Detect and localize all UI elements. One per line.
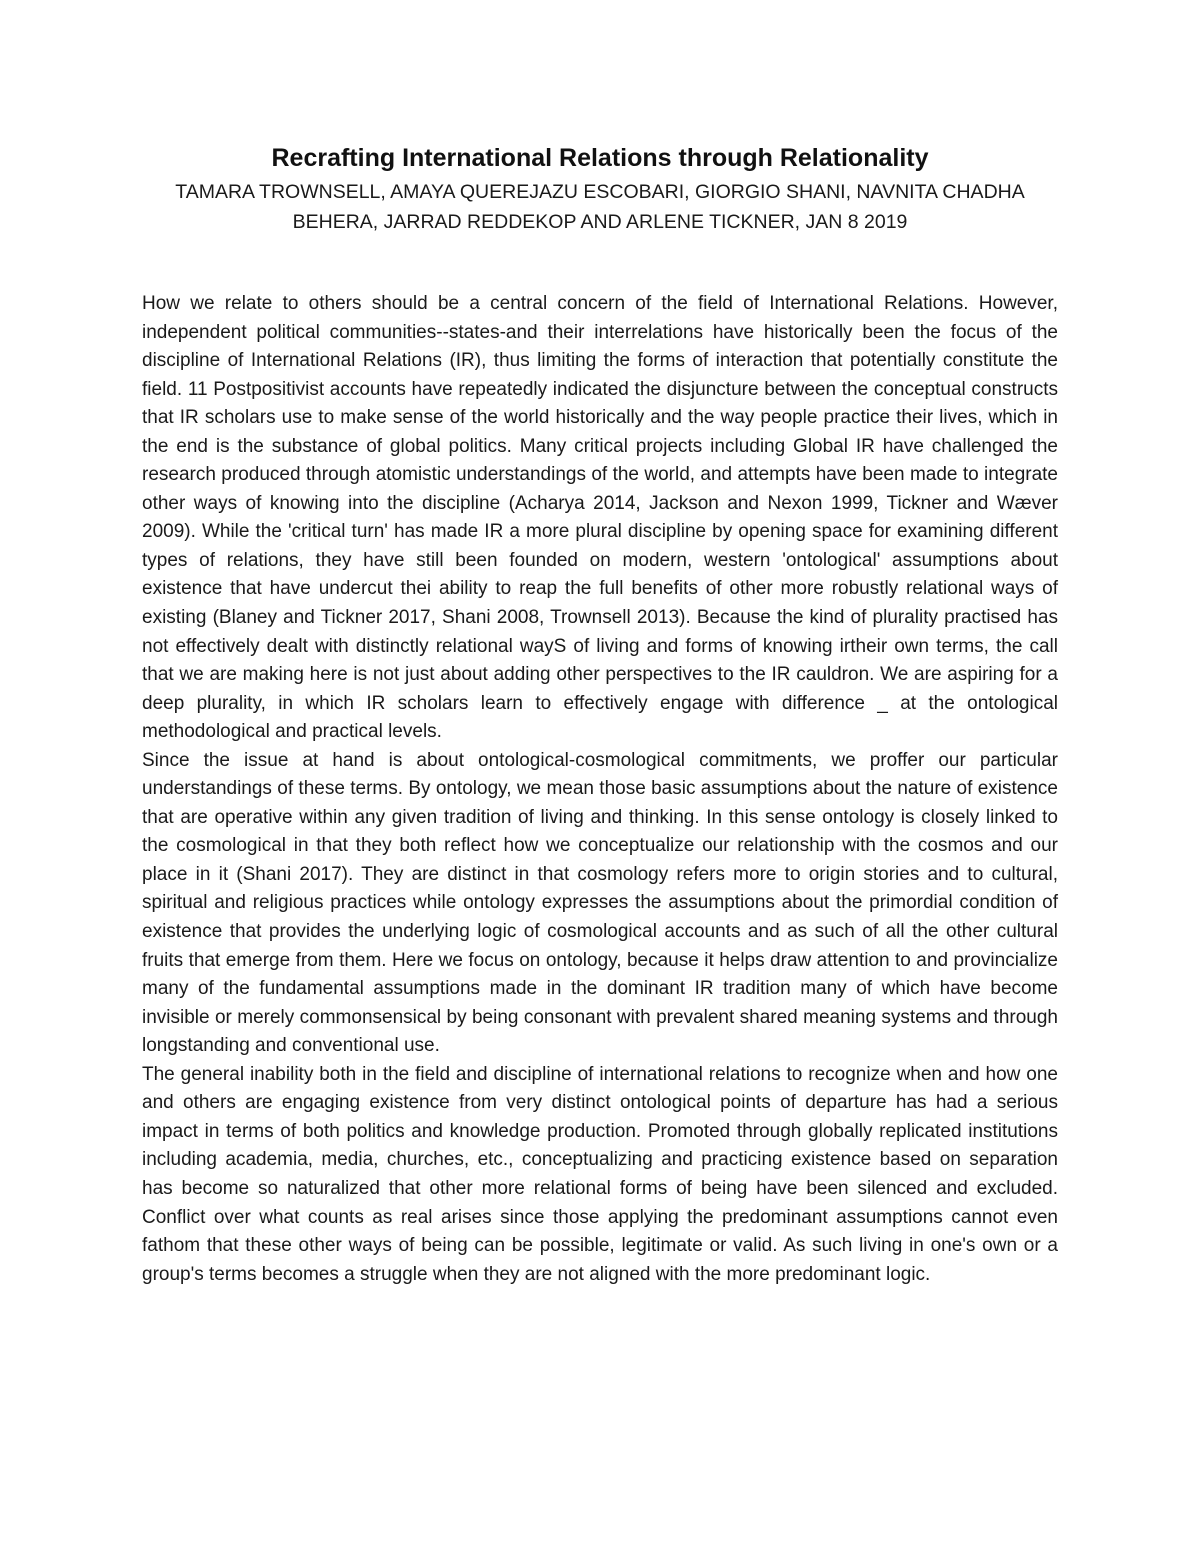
document-header	[142, 139, 1058, 237]
document-title: Recrafting International Relations through Relationality	[271, 144, 929, 172]
document-body	[142, 290, 1058, 1289]
paragraph-1: How we relate to others should be a central concern of the field of International Relations. However, independent political communities--states-and their interrelations have historically been the focus of the discipline of International Relations (IR), thus limiting the forms of interaction that potentially constitute the field. 11 Postpositivist accounts have repeatedly indicated the disjuncture between the conceptual constructs that IR scholars use to make sense of the world historically and the way people practice their lives, which in the end is the substance of global politics. Many critical projects including Global IR have challenged the research produced through atomistic understandings of the world, and attempts have been made to integrate other ways of knowing into the discipline (Acharya 2014, Jackson and Nexon 1999, Tickner and Wæver 2009). While the 'critical turn' has made IR a more plural discipline by opening space for examining different types of relations, they have still been founded on modern, western 'ontological' assumptions about existence that have undercut thei ability to reap the full benefits of other more robustly relational ways of existing (Blaney and Tickner 2017, Shani 2008, Trownsell 2013). Because the kind of plurality practised has not effectively dealt with distinctly relational wayS of living and forms of knowing irtheir own terms, the call that we are making here is not just about adding other perspectives to the IR cauldron. We are aspiring for a deep plurality, in which IR scholars learn to effectively engage with difference _ at the ontological methodological and practical levels.	[142, 293, 1058, 743]
document-authors: TAMARA TROWNSELL, AMAYA QUEREJAZU ESCOBARI, GIORGIO SHANI, NAVNITA CHADHA BEHERA, JARRAD REDDEKOP AND ARLENE TICKNER, JAN 8 2019	[175, 181, 1025, 233]
paragraph-2: Since the issue at hand is about ontological-cosmological commitments, we proffer our particular understandings of these terms. By ontology, we mean those basic assumptions about the nature of existence that are operative within any given tradition of living and thinking. In this sense ontology is closely linked to the cosmological in that they both reflect how we conceptualize our relationship with the cosmos and our place in it (Shani 2017). They are distinct in that cosmology refers more to origin stories and to cultural, spiritual and religious practices while ontology expresses the assumptions about the primordial condition of existence that provides the underlying logic of cosmological accounts and as such of all the other cultural fruits that emerge from them. Here we focus on ontology, because it helps draw attention to and provincialize many of the fundamental assumptions made in the dominant IR tradition many of which have become invisible or merely commonsensical by being consonant with prevalent shared meaning systems and through longstanding and conventional use.	[142, 749, 1058, 1057]
paragraph-3: The general inability both in the field and discipline of international relations to recognize when and how one and others are engaging existence from very distinct ontological points of departure has had a serious impact in terms of both politics and knowledge production. Promoted through globally replicated institutions including academia, media, churches, etc., conceptualizing and practicing existence based on separation has become so naturalized that other more relational forms of being have been silenced and excluded. Conflict over what counts as real arises since those applying the predominant assumptions cannot even fathom that these other ways of being can be possible, legitimate or valid. As such living in one's own or a group's terms becomes a struggle when they are not aligned with the more predominant logic.	[142, 1063, 1058, 1285]
